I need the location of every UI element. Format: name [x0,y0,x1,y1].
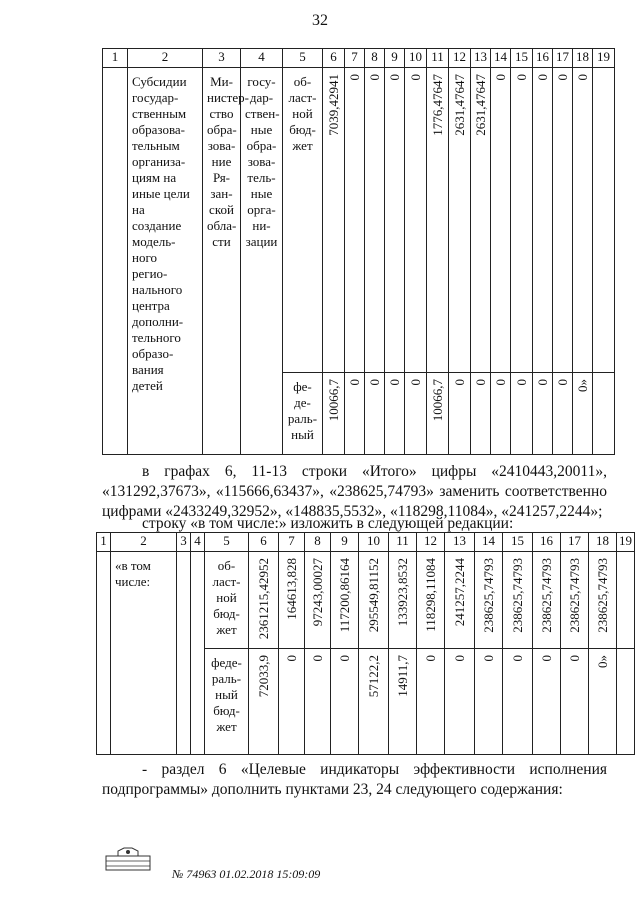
value-cell: 0 [533,68,553,373]
col-header: 2 [111,533,177,552]
text-line: государ- [132,90,179,105]
text-line: дар- [249,90,274,105]
value-cell: 0 [449,373,471,455]
col-header: 5 [205,533,249,552]
col-header: 17 [561,533,589,552]
funding-source-cell [283,373,323,455]
text-line: ные [250,186,273,201]
value-cell: 0 [331,649,359,755]
table-header-row [103,49,615,68]
text-line: зации [245,234,278,249]
text-line: ние [211,154,232,169]
col-header: 13 [471,49,491,68]
text-line: бюд- [213,606,240,621]
col-header: 18 [573,49,593,68]
value-cell: 238625,74793 [533,552,561,649]
text-line: вания [132,362,164,377]
value-cell: 0 [491,68,511,373]
text-line: раль- [287,411,318,426]
text-line: тельным [132,138,180,153]
col-header: 14 [475,533,503,552]
instruction-paragraph: строку «в том числе:» изложить в следующей редакции: [142,515,514,532]
text-line: обра- [246,138,277,153]
text-line: Ми- [210,74,233,89]
col-header: 1 [103,49,128,68]
value-cell: 0 [553,68,573,373]
col-header: 15 [511,49,533,68]
recipient-cell [241,68,283,455]
value-cell: 0 [305,649,331,755]
text-line: об- [293,74,312,89]
value-cell: 0 [491,373,511,455]
text-line: образо- [132,346,174,361]
text-line: ный [291,427,314,442]
text-line: тель- [247,170,276,185]
value-cell: 2631,47647 [471,68,491,373]
funding-source-cell [205,649,249,755]
registration-stamp: № 74963 01.02.2018 15:09:09 [172,867,321,881]
text-line: дополни- [132,314,184,329]
text-line: детей [132,378,163,393]
col-header: 6 [323,49,345,68]
value-cell: 0» [573,373,593,455]
col-header: 2 [128,49,203,68]
table-row [97,552,635,649]
value-cell: 0 [405,68,427,373]
text-line: Субсидии [132,74,187,89]
value-cell: 0 [475,649,503,755]
col-header: 19 [617,533,635,552]
value-cell: 117200,86164 [331,552,359,649]
value-cell: 295549,81152 [359,552,389,649]
col-header: 1 [97,533,111,552]
value-cell: 0 [385,373,405,455]
value-cell: 0 [511,373,533,455]
value-cell: 7039,42941 [323,68,345,373]
col-header: 10 [359,533,389,552]
text-line: нального [132,282,183,297]
text-line: ного [132,250,157,265]
text-line: циям на [132,170,177,185]
col-header: 5 [283,49,323,68]
value-cell: 2631,47647 [449,68,471,373]
value-cell: 0 [345,68,365,373]
row-number-cell [103,68,128,455]
text-line: жет [216,719,237,734]
value-cell: 0» [589,649,617,755]
text-line: обла- [207,218,237,233]
value-cell: 0 [417,649,445,755]
value-cell: 0 [503,649,533,755]
table-in-total [96,532,635,755]
text-line: об- [217,558,236,573]
value-cell [593,373,615,455]
value-cell: 10066,7 [427,373,449,455]
col-header: 7 [345,49,365,68]
value-cell [617,552,635,649]
section-paragraph: - раздел 6 «Целевые индикаторы эффективности исполнения подпрограммы» дополнить пунктами 23, 24 следующего содержания: [102,761,607,798]
col-header: 4 [241,49,283,68]
value-cell: 0 [445,649,475,755]
value-cell: 238625,74793 [561,552,589,649]
text-line: создание [132,218,182,233]
value-cell: 241257,2244 [445,552,475,649]
table-row [103,68,615,373]
funding-source-cell [205,552,249,649]
value-cell: 2361215,42952 [249,552,279,649]
value-cell: 238625,74793 [589,552,617,649]
text-line: ной [216,590,237,605]
funding-source-cell [283,68,323,373]
col-header: 7 [279,533,305,552]
col-header: 18 [589,533,617,552]
col-header: 6 [249,533,279,552]
text-line: нистер- [207,90,249,105]
text-line: жет [292,138,313,153]
col-header: 3 [203,49,241,68]
value-cell: 97243,00027 [305,552,331,649]
purpose-cell [128,68,203,455]
text-line: ные [250,122,273,137]
text-line: зан- [210,186,233,201]
empty-cell [177,552,191,755]
text-line: образова- [132,122,186,137]
value-cell: 10066,7 [323,373,345,455]
value-cell: 72033,9 [249,649,279,755]
col-header: 15 [503,533,533,552]
col-header: 9 [385,49,405,68]
page-number: 32 [312,12,328,29]
amendment-paragraph: в графах 6, 11-13 строки «Итого» цифры «2410443,20011», «131292,37673», «115666,63437», «238625,74793» заменить соответственно цифрами «2433249,32952», «148835,5532», «118298,11084», «241257,2244»; [102,463,607,520]
text-line: зова- [247,154,276,169]
row-number-cell [97,552,111,755]
value-cell: 57122,2 [359,649,389,755]
text-line: ный [215,687,238,702]
col-header: 16 [533,49,553,68]
text-line: зова- [207,138,236,153]
col-header: 3 [177,533,191,552]
value-cell: 0 [405,373,427,455]
table-subsidy [102,48,615,455]
label-cell: «в том числе: [111,552,177,755]
col-header: 13 [445,533,475,552]
col-header: 12 [449,49,471,68]
value-cell: 0 [533,373,553,455]
text-line: модель- [132,234,176,249]
text-line: сти [212,234,231,249]
value-cell: 164613,828 [279,552,305,649]
value-cell: 0 [573,68,593,373]
text-line: фе- [293,379,312,394]
text-line: госу- [247,74,276,89]
text-line: ской [209,202,234,217]
col-header: 11 [389,533,417,552]
executor-cell [203,68,249,455]
value-cell: 0 [561,649,589,755]
value-cell: 0 [553,373,573,455]
value-cell: 0 [511,68,533,373]
value-cell: 238625,74793 [475,552,503,649]
col-header: 4 [191,533,205,552]
col-header: 9 [331,533,359,552]
text-line: иные цели [132,186,190,201]
empty-cell [191,552,205,755]
value-cell [593,68,615,373]
text-line: бюд- [213,703,240,718]
col-header: 19 [593,49,615,68]
text-line: феде- [211,655,242,670]
text-line: ни- [252,218,271,233]
col-header: 8 [305,533,331,552]
text-line: орга- [247,202,276,217]
text-line: ственным [132,106,187,121]
value-cell: 0 [365,373,385,455]
col-header: 11 [427,49,449,68]
text-line: ствен- [245,106,280,121]
text-line: бюд- [289,122,316,137]
text-line: раль- [211,671,242,686]
text-line: обра- [207,122,237,137]
text-line: на [132,202,145,217]
text-line: организа- [132,154,186,169]
value-cell: 0 [365,68,385,373]
text-line: жет [216,622,237,637]
table-header-row [97,533,635,552]
coat-of-arms-seal-icon [102,846,154,872]
value-cell: 1776,47647 [427,68,449,373]
text-line: тельного [132,330,181,345]
value-cell [617,649,635,755]
value-cell: 0 [345,373,365,455]
col-header: 12 [417,533,445,552]
value-cell: 14911,7 [389,649,417,755]
col-header: 16 [533,533,561,552]
text-line: ласт- [288,90,317,105]
text-line: ной [292,106,313,121]
value-cell: 0 [279,649,305,755]
value-cell: 133923,8532 [389,552,417,649]
text-line: центра [132,298,170,313]
col-header: 10 [405,49,427,68]
col-header: 8 [365,49,385,68]
text-line: ство [209,106,234,121]
value-cell: 238625,74793 [503,552,533,649]
text-line: регио- [132,266,168,281]
value-cell: 118298,11084 [417,552,445,649]
text-line: де- [294,395,311,410]
text-line: ласт- [212,574,241,589]
col-header: 14 [491,49,511,68]
col-header: 17 [553,49,573,68]
value-cell: 0 [471,373,491,455]
text-line: Ря- [212,170,231,185]
value-cell: 0 [385,68,405,373]
value-cell: 0 [533,649,561,755]
